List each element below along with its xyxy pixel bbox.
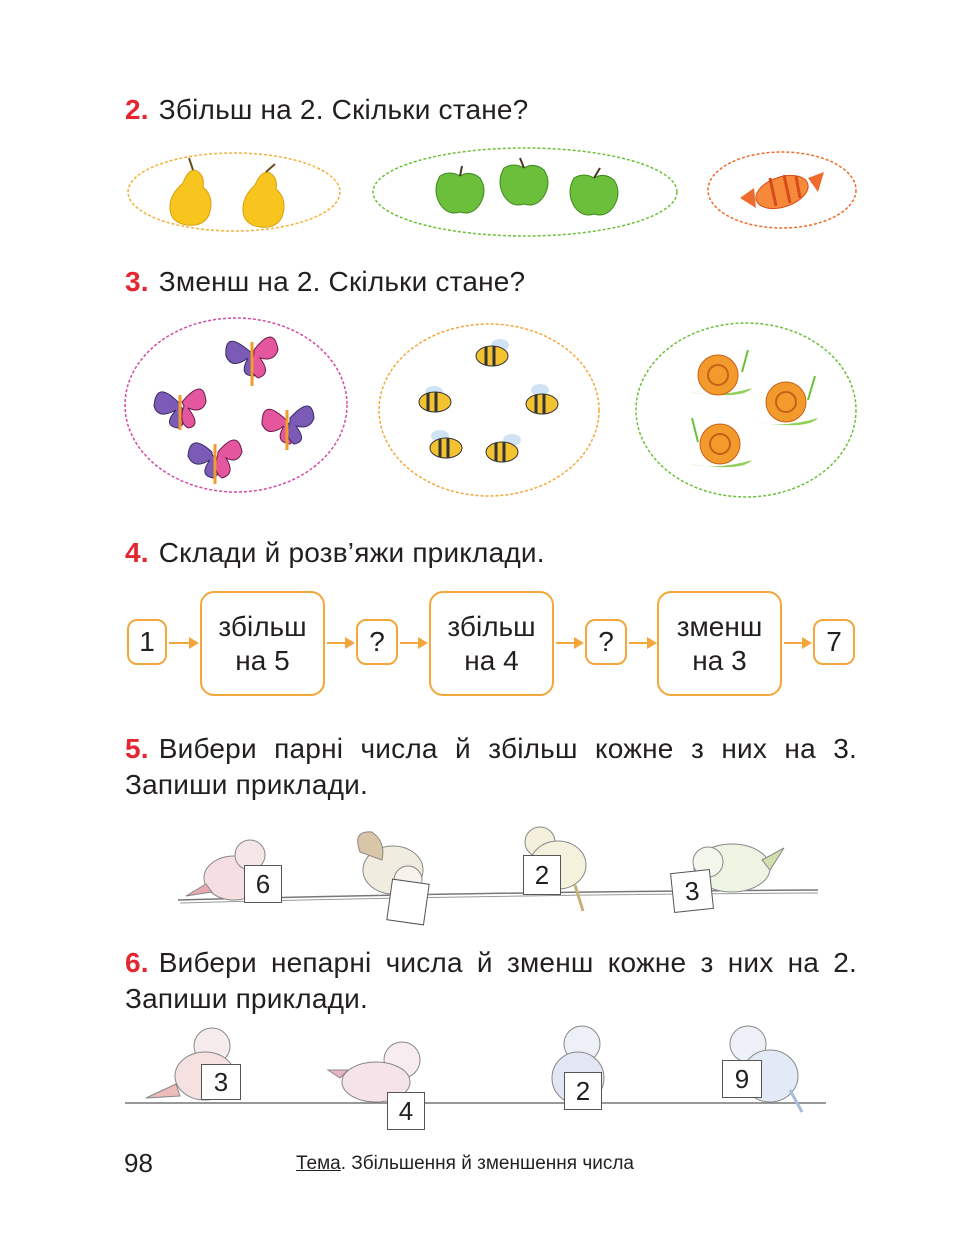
arrow-icon — [784, 642, 810, 644]
bird-number-card — [670, 869, 714, 913]
task-5 — [125, 731, 857, 803]
unknown-mark: ? — [369, 626, 385, 657]
bird-number-card — [387, 1092, 425, 1130]
snail-icon — [756, 376, 818, 425]
arrow-icon — [556, 642, 582, 644]
bird-number: 3 — [683, 874, 701, 907]
task-number: 2. — [125, 94, 149, 125]
chain-end-box — [813, 619, 855, 665]
topic-label: Тема — [296, 1153, 341, 1174]
topic-text: . Збільшення й зменшення числа — [340, 1153, 634, 1174]
op-line: на 5 — [235, 644, 290, 676]
bird-number-card — [201, 1064, 241, 1100]
bird-number: 6 — [255, 868, 271, 899]
butterfly-icon — [188, 440, 242, 484]
arrow-icon — [169, 642, 197, 644]
task-2 — [125, 92, 528, 128]
bird-number: 9 — [734, 1063, 750, 1094]
pear-icon — [170, 158, 211, 225]
butterfly-icon — [154, 389, 206, 430]
unknown-mark: ? — [598, 626, 614, 657]
bird-number: 2 — [575, 1075, 591, 1106]
chain-start-box — [127, 619, 167, 665]
task-text: Збільш на 2. Скільки стане? — [158, 94, 529, 125]
op-line: на 3 — [692, 644, 747, 676]
op-line: на 4 — [464, 644, 519, 676]
task-6 — [125, 945, 857, 1017]
page-number: 98 — [124, 1148, 153, 1178]
chain-unknown-2[interactable] — [585, 619, 627, 665]
task-number: 5. — [125, 733, 149, 764]
task-number: 4. — [125, 537, 149, 568]
chain-end: 7 — [826, 626, 842, 657]
task6-birds — [0, 1020, 963, 1130]
task-text: Зменш на 2. Скільки стане? — [158, 266, 526, 297]
arrow-icon — [400, 642, 426, 644]
bee-icon — [526, 384, 558, 414]
task-text: Вибери парні числа й збільш кожне з них на 3. Запиши приклади. — [125, 733, 857, 800]
apple-icon — [500, 158, 548, 205]
bee-icon — [486, 434, 521, 462]
task-4 — [125, 535, 545, 571]
apple-icon — [436, 166, 484, 213]
butterfly-icon — [262, 406, 314, 450]
task-number: 3. — [125, 266, 149, 297]
bird-number: 4 — [398, 1095, 414, 1126]
bee-icon — [419, 386, 451, 412]
task2-groups — [0, 145, 963, 245]
bird-number-card — [386, 879, 429, 926]
snail-icon — [690, 350, 752, 395]
op-line: збільш — [218, 610, 307, 642]
task-text: Вибери непарні числа й зменш кожне з них на 2. Запиши приклади. — [125, 947, 857, 1014]
bird-number-card — [564, 1072, 602, 1110]
task3-groups — [0, 315, 963, 505]
task5-birds — [0, 826, 963, 936]
task-3 — [125, 264, 525, 300]
bee-icon — [430, 430, 462, 458]
page-topic — [296, 1153, 634, 1175]
task-number: 6. — [125, 947, 149, 978]
bird-number: 3 — [213, 1066, 229, 1097]
arrow-icon — [629, 642, 655, 644]
snail-group-oval — [636, 323, 856, 497]
chain-operation-1 — [200, 591, 325, 696]
apple-icon — [570, 168, 618, 215]
chain-unknown-1[interactable] — [356, 619, 398, 665]
arrow-icon — [327, 642, 353, 644]
bird-number-card — [523, 855, 561, 895]
butterfly-icon — [226, 337, 278, 386]
snail-icon — [690, 418, 752, 467]
chain-operation-2 — [429, 591, 554, 696]
pear-group-oval — [128, 153, 340, 231]
pear-icon — [243, 164, 284, 227]
bird-number: 2 — [534, 859, 550, 890]
candy-icon — [740, 169, 824, 214]
bird-number-card — [722, 1060, 762, 1098]
chain-operation-3 — [657, 591, 782, 696]
bird-number-card — [244, 865, 282, 903]
op-line: збільш — [447, 610, 536, 642]
op-line: зменш — [676, 610, 763, 642]
bee-icon — [476, 339, 509, 366]
chain-start: 1 — [139, 626, 155, 657]
task-text: Склади й розв’яжи приклади. — [158, 537, 545, 568]
